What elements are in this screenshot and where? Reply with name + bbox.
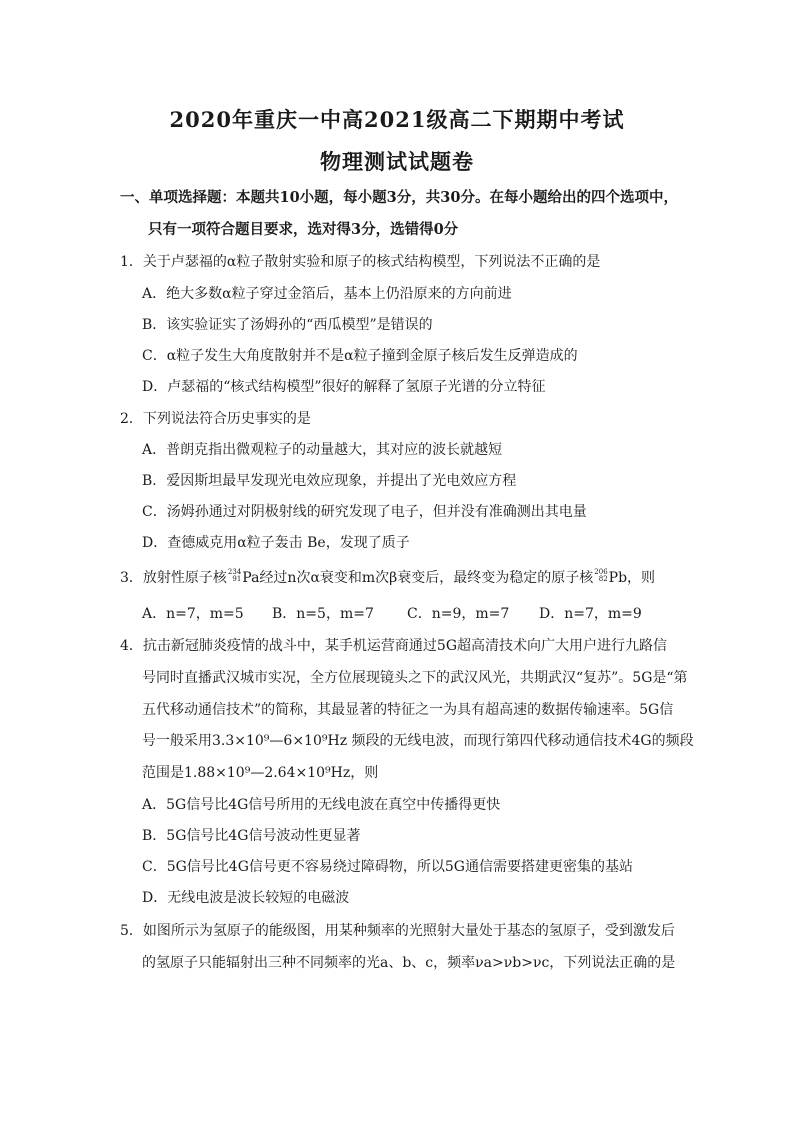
question-1-option-c: C．α粒子发生大角度散射并不是α粒子撞到金原子核后发生反弹造成的 [142, 348, 578, 364]
question-3-stem-part3: ，则 [627, 570, 656, 586]
question-3-option-b: B．n=5，m=7 [272, 606, 374, 622]
question-3-stem [120, 567, 794, 587]
question-1-option-a: A．绝大多数α粒子穿过金箔后，基本上仍沿原来的方向前进 [142, 286, 512, 302]
question-3-stem-part2: 经过n次α衰变和m次β衰变后，最终变为稳定的原子核 [259, 570, 594, 586]
question-5-stem-line1: 5．如图所示为氢原子的能级图，用某种频率的光照射大量处于基态的氢原子，受到激发后 [120, 923, 675, 939]
question-3-option-c: C．n=9，m=7 [407, 606, 510, 622]
question-3-option-d: D．n=7，m=9 [539, 606, 642, 622]
nuclide-pb-numbers [594, 569, 607, 583]
question-1-stem: 1．关于卢瑟福的α粒子散射实验和原子的核式结构模型，下列说法不正确的是 [120, 254, 601, 270]
question-2-option-c: C．汤姆孙通过对阴极射线的研究发现了电子，但并没有准确测出其电量 [142, 504, 587, 520]
nuclide-pa-number: 91 [232, 575, 242, 583]
nuclide-pa-mass: 234 [227, 568, 242, 576]
question-2-option-a: A．普朗克指出微观粒子的动量越大，其对应的波长就越短 [142, 442, 503, 458]
question-2-stem: 2．下列说法符合历史事实的是 [120, 411, 311, 427]
question-4-stem-line4: 号一般采用3.3×10⁹—6×10⁹Hz 频段的无线电波，而现行第四代移动通信技术4G的频段 [142, 733, 694, 749]
page-subtitle: 物理测试试题卷 [320, 149, 474, 174]
question-3-option-a: A．n=7，m=5 [142, 606, 244, 622]
question-4-stem-line3: 五代移动通信技术”的简称，其最显著的特征之一为具有超高速的数据传输速率。5G信 [142, 702, 674, 718]
question-2-option-d: D．查德威克用α粒子轰击 Be，发现了质子 [142, 535, 410, 551]
page-title: 2020年重庆一中高2021级高二下期期中考试 [169, 107, 625, 132]
section-heading-line1: 一、单项选择题：本题共10小题，每小题3分，共30分。在每小题给出的四个选项中， [120, 189, 678, 206]
question-4-option-a: A．5G信号比4G信号所用的无线电波在真空中传播得更快 [142, 797, 501, 813]
question-4-stem-line5: 范围是1.88×10⁹—2.64×10⁹Hz，则 [142, 765, 379, 781]
question-4-stem-line1: 4．抗击新冠肺炎疫情的战斗中，某手机运营商通过5G超高清技术向广大用户进行九路信 [120, 638, 667, 654]
nuclide-pb-symbol: Pb [608, 570, 628, 586]
question-3-stem-part1: 3．放射性原子核 [120, 570, 227, 586]
nuclide-pa-numbers [228, 569, 241, 583]
question-4-stem-line2: 号同时直播武汉城市实况，全方位展现镜头之下的武汉风光，共期武汉“复苏”。5G是“第 [142, 670, 688, 686]
nuclide-pa-symbol: Pa [242, 570, 260, 586]
question-4-option-b: B．5G信号比4G信号波动性更显著 [142, 828, 361, 844]
question-2-option-b: B．爱因斯坦最早发现光电效应现象，并提出了光电效应方程 [142, 473, 517, 489]
nuclide-pb-number: 82 [598, 575, 608, 583]
question-1-option-b: B．该实验证实了汤姆孙的“西瓜模型”是错误的 [142, 317, 433, 333]
question-4-option-d: D．无线电波是波长较短的电磁波 [142, 890, 350, 906]
question-1-option-d: D．卢瑟福的“核式结构模型”很好的解释了氢原子光谱的分立特征 [142, 379, 546, 395]
nuclide-pb-mass: 206 [594, 568, 608, 576]
section-heading-line2: 只有一项符合题目要求，选对得3分，选错得0分 [148, 221, 459, 238]
question-3-options [142, 603, 762, 623]
question-5-stem-line2: 的氢原子只能辐射出三种不同频率的光a、b、c，频率νa>νb>νc，下列说法正确的是 [142, 955, 676, 971]
question-4-option-c: C．5G信号比4G信号更不容易绕过障碍物，所以5G通信需要搭建更密集的基站 [142, 859, 633, 875]
